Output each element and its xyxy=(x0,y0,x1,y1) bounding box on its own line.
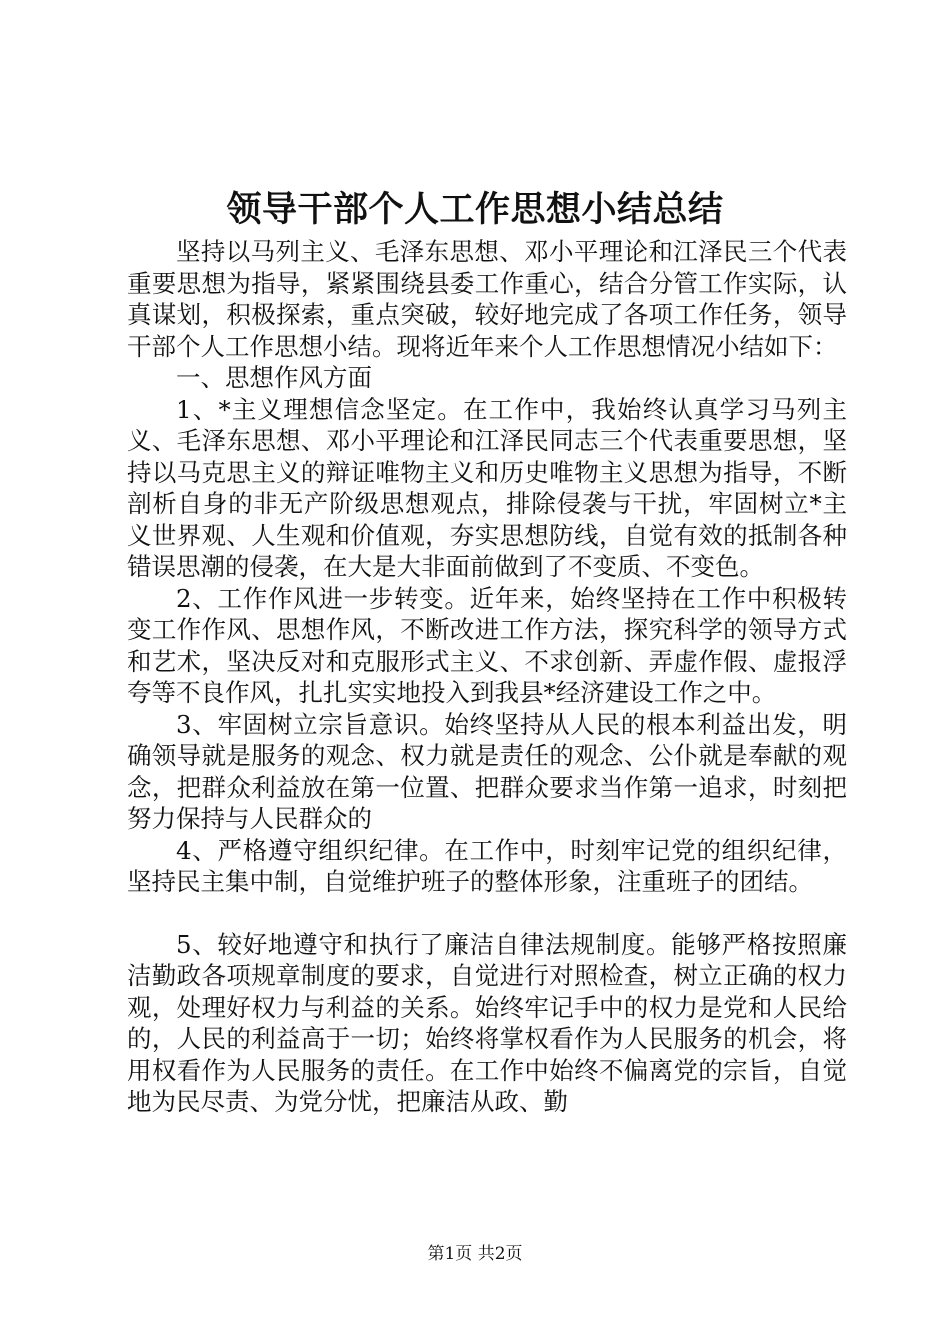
document-body xyxy=(127,236,847,1118)
paragraph-intro: 坚持以马列主义、毛泽东思想、邓小平理论和江泽民三个代表重要思想为指导，紧紧围绕县委工作重心，结合分管工作实际，认真谋划，积极探索，重点突破，较好地完成了各项工作任务，领导干部个人工作思想小结。现将近年来个人工作思想情况小结如下： xyxy=(127,237,847,361)
section-heading: 一、思想作风方面 xyxy=(176,363,372,392)
paragraph-item-5: 5、较好地遵守和执行了廉洁自律法规制度。能够严格按照廉洁勤政各项规章制度的要求，自觉进行对照检查，树立正确的权力观，处理好权力与利益的关系。始终牢记手中的权力是党和人民给的，人民的利益高于一切；始终将掌权看作为人民服务的机会，将用权看作为人民服务的责任。在工作中始终不偏离党的宗旨，自觉地为民尽责、为党分忧，把廉洁从政、勤 xyxy=(127,929,847,1116)
paragraph-item-4: 4、严格遵守组织纪律。在工作中，时刻牢记党的组织纪律，坚持民主集中制，自觉维护班子的整体形象，注重班子的团结。 xyxy=(127,835,847,896)
paragraph-item-1: 1、*主义理想信念坚定。在工作中，我始终认真学习马列主义、毛泽东思想、邓小平理论和江泽民同志三个代表重要思想，坚持以马克思主义的辩证唯物主义和历史唯物主义思想为指导，不断剖析自身的非无产阶级思想观点，排除侵袭与干扰，牢固树立*主义世界观、人生观和价值观，夯实思想防线，自觉有效的抵制各种错误思潮的侵袭，在大是大非面前做到了不变质、不变色。 xyxy=(127,394,847,581)
document-title: 领导干部个人工作思想小结总结 xyxy=(226,189,724,230)
page-footer: 第1页 共2页 xyxy=(427,1244,523,1264)
paragraph-item-3: 3、牢固树立宗旨意识。始终坚持从人民的根本利益出发，明确领导就是服务的观念、权力就是责任的观念、公仆就是奉献的观念，把群众利益放在第一位置、把群众要求当作第一追求，时刻把努力保持与人民群众的 xyxy=(127,709,847,833)
paragraph-item-2: 2、工作作风进一步转变。近年来，始终坚持在工作中积极转变工作作风、思想作风，不断改进工作方法，探究科学的领导方式和艺术，坚决反对和克服形式主义、不求创新、弄虚作假、虚报浮夸等不良作风，扎扎实实地投入到我县*经济建设工作之中。 xyxy=(127,583,847,707)
